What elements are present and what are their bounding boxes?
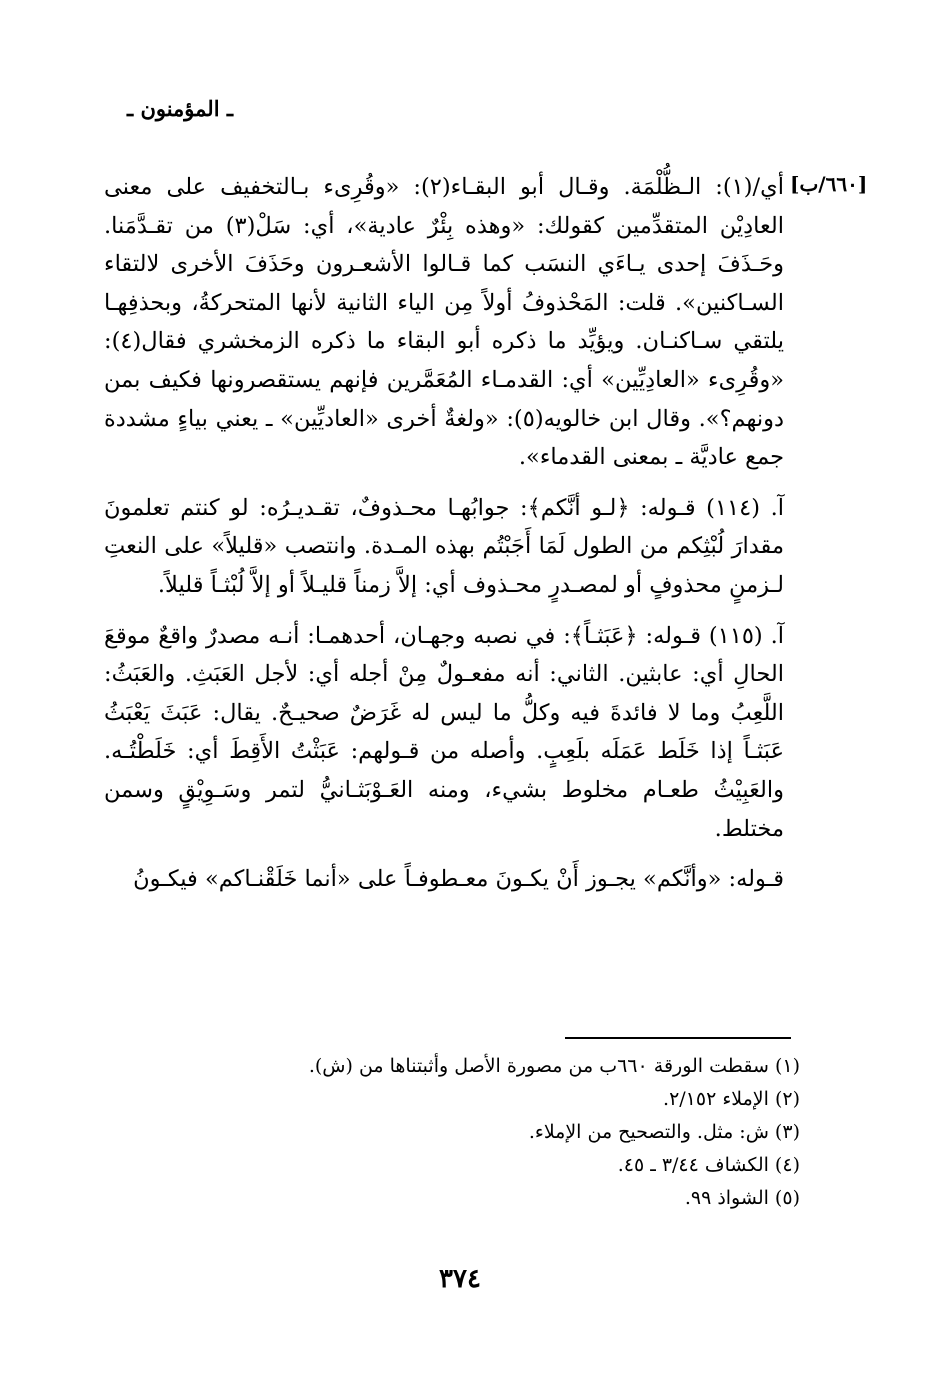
footnote-4: (٤) الكشاف ٣/٤٤ ـ ٤٥. <box>617 1154 800 1176</box>
footnote-5: (٥) الشواذ ٩٩. <box>684 1187 800 1209</box>
page-number: ٣٧٤ <box>439 1264 481 1294</box>
main-text <box>104 168 784 899</box>
footnote-2: (٢) الإملاء ٢/١٥٢. <box>663 1088 800 1110</box>
paragraph-continuation: أي/(١): الـظُّلْمَة. وقـال أبو البقـاء(٢): «وقُرِىء بـالتخفيف على معنى العادِيْن المتقدِّمين كقولك: «وهذه بِئْرٌ عادية»، أي: سَلْ(٣) من تقـدَّمَنا. وحَـذَفَ إحدى يـاءَي النسَب كما قـالوا الأشعـرون وحَذَفَ الأخرى لالتقاء السـاكنين». قلت: المَحْذوفُ أولاً مِن الياء الثانية لأنها المتحركةُ، وبحذفِهـا يلتقي سـاكنـان. ويؤيِّد ما ذكره أبو البقاء ما ذكره الزمخشري فقال(٤): «وقُرِىء «العادِيِّين» أي: القدمـاء المُعَمَّرين فإنهم يستقصرونها فكيف بمن دونهم؟». وقال ابن خالويه(٥): «ولغةٌ أخرى «العاديِّين» ـ يعني بياءٍ مشددة جمع عاديَّة ـ بمعنى القدماء». <box>104 174 785 471</box>
paragraph-verse-115: آ. (١١٥) قـوله: ﴿عَبَثـاً﴾: في نصبه وجهـان، أحدهمـا: أنـه مصدرٌ واقعٌ موقعَ الحالِ أي: عابثين. الثاني: أنه مفعـولٌ مِنْ أجله أي: لأجل العَبَثِ. والعَبَثُ: اللَّعِبُ وما لا فائدةَ فيه وكلُّ ما ليس له غَرَضٌ صحيـحٌ. يقال: عَبَثَ يَعْبَثُ عَبَثـاً إذا خَلَط عَمَلَه بلَعِبٍ. وأصله من قـولهم: عَبَثْتُ الأَقِطَ أي: خَلَطْتُـه. والعَبِيْثُ طعـام مخلوط بشيء، ومنه العَـوْبَثـانيُّ لتمر وسَـوِيْقٍ وسمن مختلط. <box>104 622 784 842</box>
footnote-separator <box>565 1037 791 1039</box>
paragraph-wa-annakum: قـوله: «وأنَّكم» يجـوز أَنْ يكـونَ معـطوفـاً على «أنما خَلَقْنـاكم» فيكـونُ <box>133 866 784 893</box>
running-title: ـ المؤمنون ـ <box>126 96 233 121</box>
paragraph-verse-114: آ. (١١٤) قـوله: ﴿لـو أنَّكم﴾: جوابُهـا محـذوفٌ، تقـديـرُه: لو كنتم تعلمونَ مقدارَ لُبْثِكم من الطول لَمَا أَجَبْتُم بهذه المـدة. وانتصب «قليلاً» على النعتِ لـزمنٍ محذوفٍ أو لمصـدرٍ محـذوف أي: إلاَّ زمناً قليـلاً أو إلاَّ لُبْثـاً قليلاً. <box>104 494 784 598</box>
footnote-1: (١) سقطت الورقة ٦٦٠ب من مصورة الأصل وأثبتناها من (ش). <box>308 1055 800 1077</box>
folio-margin-note: [٦٦٠/ب] <box>790 172 868 196</box>
footnote-3: (٣) ش: مثل. والتصحيح من الإملاء. <box>528 1121 800 1143</box>
footnotes <box>300 1050 800 1215</box>
